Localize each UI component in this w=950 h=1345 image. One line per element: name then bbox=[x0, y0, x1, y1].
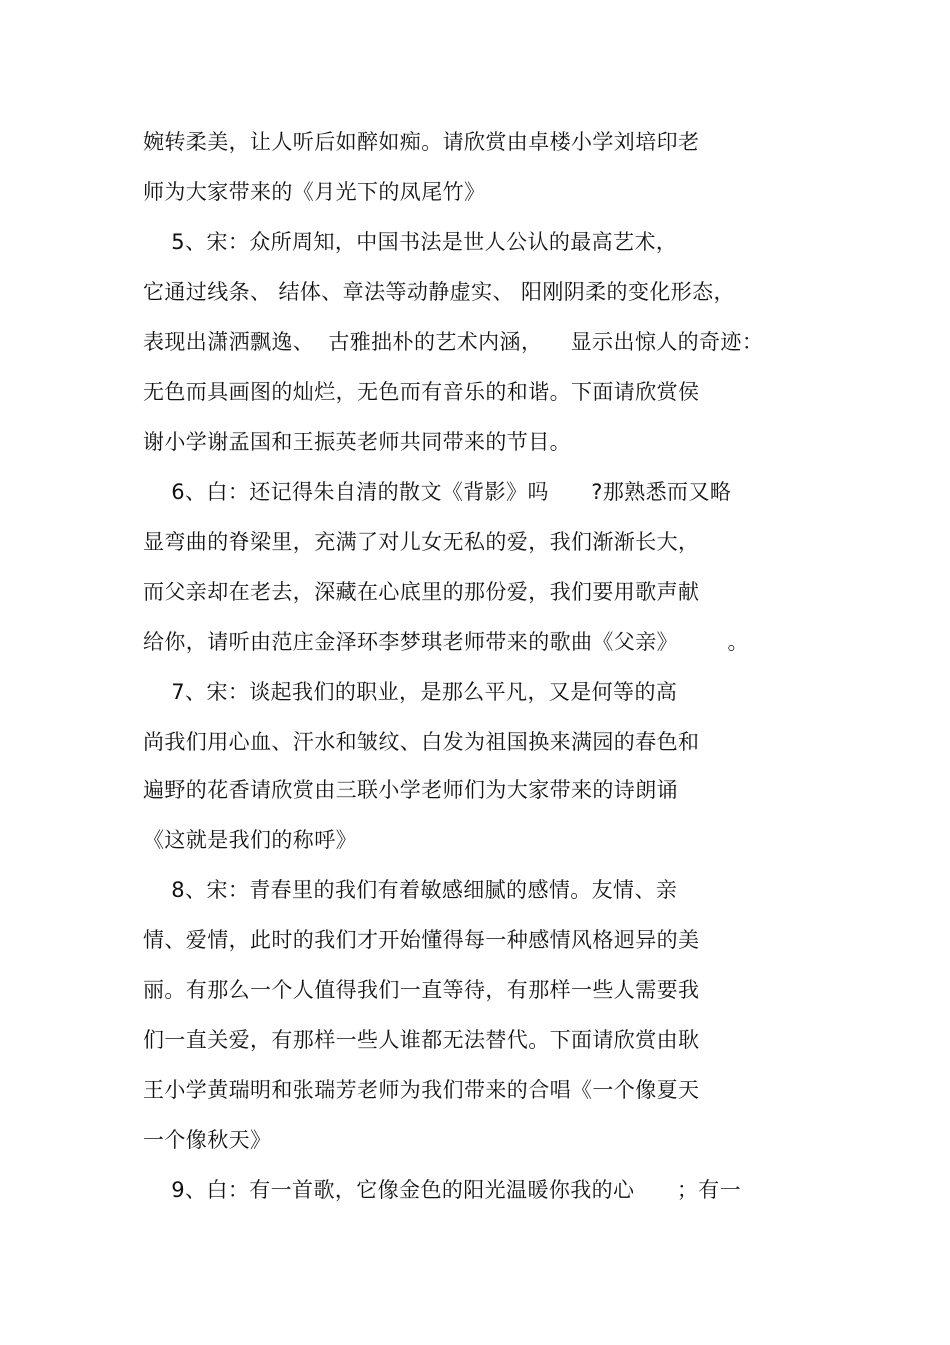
text-line: 给你，请听由范庄金泽环李梦琪老师带来的歌曲《父亲》 。 bbox=[143, 630, 749, 654]
text-line: 而父亲却在老去，深藏在心底里的那份爱，我们要用歌声献 bbox=[143, 580, 700, 604]
text-line: 无色而具画图的灿烂，无色而有音乐的和谐。下面请欣赏侯 bbox=[143, 380, 700, 404]
text-line: 一个像秋天》 bbox=[143, 1128, 272, 1152]
text-line: 丽。有那么一个人值得我们一直等待，有那样一些人需要我 bbox=[143, 978, 700, 1002]
text-line: 尚我们用心血、汗水和皱纹、白发为祖国换来满园的春色和 bbox=[143, 730, 700, 754]
text-line: 显弯曲的脊梁里，充满了对儿女无私的爱，我们渐渐长大， bbox=[143, 530, 700, 554]
text-line: 7、宋：谈起我们的职业，是那么平凡，又是何等的高 bbox=[143, 680, 678, 704]
text-line: 王小学黄瑞明和张瑞芳老师为我们带来的合唱《一个像夏天 bbox=[143, 1078, 700, 1102]
text-line: 情、爱情，此时的我们才开始懂得每一种感情风格迥异的美 bbox=[143, 928, 700, 952]
text-line: 9、白：有一首歌，它像金色的阳光温暖你我的心 ；有一 bbox=[143, 1178, 742, 1202]
text-line: 表现出潇洒飘逸、 古雅拙朴的艺术内涵， 显示出惊人的奇迹： bbox=[143, 330, 764, 354]
text-line: 《这就是我们的称呼》 bbox=[143, 828, 357, 852]
text-line: 5、宋：众所周知，中国书法是世人公认的最高艺术， bbox=[143, 230, 678, 254]
text-line: 师为大家带来的《月光下的凤尾竹》 bbox=[143, 180, 486, 204]
text-line: 6、白：还记得朱自清的散文《背影》吗 ?那熟悉而又略 bbox=[143, 480, 732, 504]
text-line: 它通过线条、 结体、章法等动静虚实、 阳刚阴柔的变化形态， bbox=[143, 280, 735, 304]
text-line: 8、宋：青春里的我们有着敏感细腻的感情。友情、亲 bbox=[143, 878, 678, 902]
text-line: 遍野的花香请欣赏由三联小学老师们为大家带来的诗朗诵 bbox=[143, 778, 678, 802]
text-line: 们一直关爱，有那样一些人谁都无法替代。下面请欣赏由耿 bbox=[143, 1028, 700, 1052]
text-line: 婉转柔美，让人听后如醉如痴。请欣赏由卓楼小学刘培印老 bbox=[143, 130, 700, 154]
text-line: 谢小学谢孟国和王振英老师共同带来的节目。 bbox=[143, 430, 571, 454]
